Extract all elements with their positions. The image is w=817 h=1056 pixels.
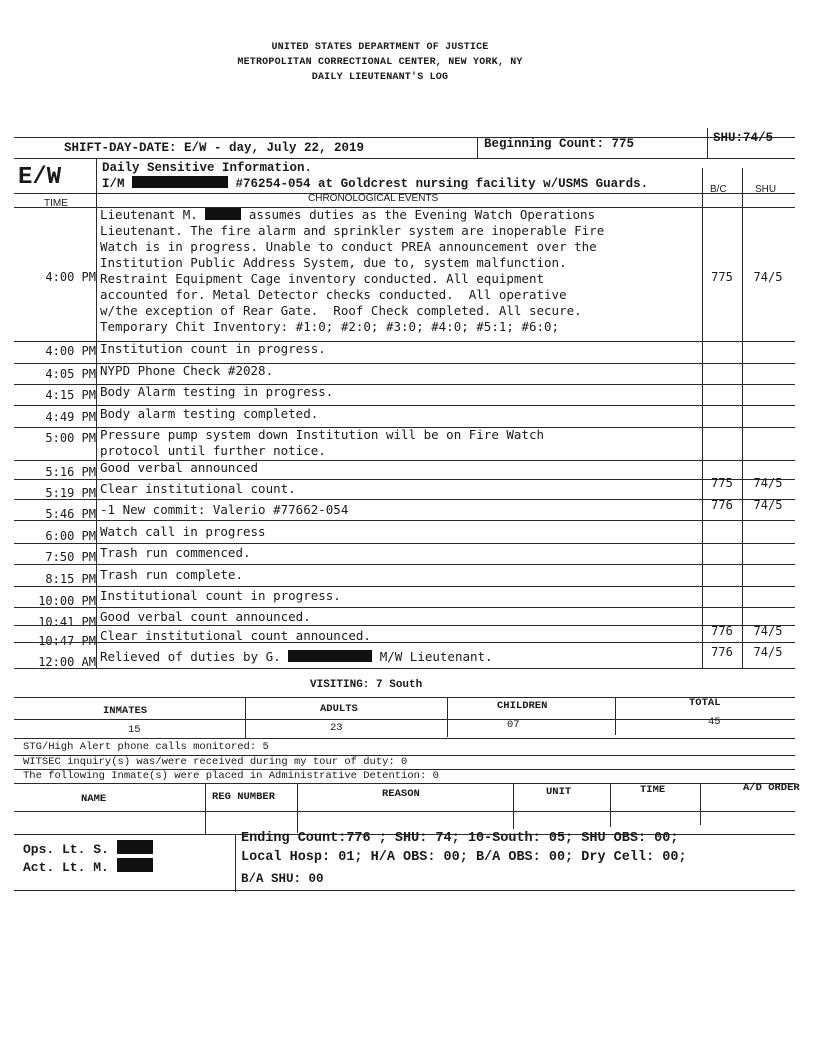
rule bbox=[14, 890, 795, 891]
divider bbox=[205, 783, 206, 835]
first-entry-text bbox=[100, 207, 604, 335]
entry-text: Institutional count in progress. bbox=[100, 588, 341, 603]
first-entry-line: w/the exception of Rear Gate. Roof Check completed. All secure. bbox=[100, 303, 582, 318]
entry-time: 10:41 PM bbox=[38, 615, 96, 629]
inmate-details: #76254-054 at Goldcrest nursing facility w/USMS Guards. bbox=[235, 177, 649, 191]
detention-unit-header: UNIT bbox=[546, 786, 572, 798]
entry-shu: 74/5 bbox=[753, 270, 783, 284]
witsec-note: WITSEC inquiry(s) was/were received during my tour of duty: 0 bbox=[23, 756, 408, 768]
entry-time: 10:47 PM bbox=[38, 634, 96, 648]
entry-text-prefix: Relieved of duties by G. bbox=[100, 649, 281, 664]
detention-reg-header: REG NUMBER bbox=[212, 791, 276, 803]
col-events: CHRONOLOGICAL EVENTS bbox=[308, 193, 439, 204]
entry-text: Good verbal count announced. bbox=[100, 609, 311, 624]
visiting-children-header: CHILDREN bbox=[497, 700, 548, 712]
entry-text: Trash run complete. bbox=[100, 567, 243, 582]
time-column-divider bbox=[96, 158, 97, 668]
rule bbox=[14, 738, 795, 739]
redaction-block bbox=[132, 176, 228, 188]
visiting-title: VISITING: 7 South bbox=[310, 679, 423, 691]
first-entry-line: Temporary Chit Inventory: #1:0; #2:0; #3:0; #4:0; #5:1; #6:0; bbox=[100, 319, 560, 334]
inmate-prefix: I/M bbox=[102, 177, 125, 191]
entry-text-line: protocol until further notice. bbox=[100, 443, 326, 458]
entry-text: Body Alarm testing in progress. bbox=[100, 384, 334, 399]
col-time: TIME bbox=[44, 198, 68, 209]
visiting-inmates-value: 15 bbox=[128, 724, 141, 736]
ops-lieutenant-label: Ops. Lt. S. bbox=[23, 842, 109, 857]
divider bbox=[700, 783, 701, 825]
col-bc: B/C bbox=[710, 184, 727, 195]
entry-time: 4:00 PM bbox=[45, 344, 96, 358]
redaction-block bbox=[288, 650, 372, 662]
rule bbox=[14, 520, 795, 521]
visiting-total-header: TOTAL bbox=[689, 697, 721, 709]
entry-time: 4:15 PM bbox=[45, 388, 96, 402]
act-lieutenant bbox=[23, 858, 153, 875]
visiting-total-value: 45 bbox=[708, 716, 721, 728]
entry-time: 7:50 PM bbox=[45, 550, 96, 564]
first-entry-prefix: Lieutenant M. bbox=[100, 207, 198, 222]
sensitive-title: Daily Sensitive Information. bbox=[102, 161, 313, 175]
entry-shu: 74/5 bbox=[753, 645, 783, 659]
detention-reason-header: REASON bbox=[382, 788, 420, 800]
entry-time: 8:15 PM bbox=[45, 572, 96, 586]
entry-text-line: Pressure pump system down Institution will be on Fire Watch bbox=[100, 427, 545, 442]
rule bbox=[14, 564, 795, 565]
entry-time: 5:19 PM bbox=[45, 486, 96, 500]
rule bbox=[14, 479, 795, 480]
detention-note: The following Inmate(s) were placed in Administrative Detention: 0 bbox=[23, 770, 439, 782]
redaction-block bbox=[117, 840, 153, 854]
divider bbox=[477, 137, 478, 159]
entry-time: 5:16 PM bbox=[45, 465, 96, 479]
entry-text: -1 New commit: Valerio #77662-054 bbox=[100, 502, 349, 517]
header-log-title: DAILY LIEUTENANT'S LOG bbox=[311, 72, 449, 83]
divider bbox=[245, 697, 246, 739]
entry-time: 12:00 AM bbox=[38, 655, 96, 669]
entry-time: 5:46 PM bbox=[45, 507, 96, 521]
entry-text: Body alarm testing completed. bbox=[100, 406, 319, 421]
entry-text: Watch call in progress bbox=[100, 524, 266, 539]
divider bbox=[297, 783, 298, 833]
rule bbox=[14, 783, 795, 784]
divider bbox=[707, 128, 708, 158]
first-entry-line: Institution Public Address System, due to, system malfunction. bbox=[100, 255, 567, 270]
visiting-children-value: 07 bbox=[507, 719, 520, 731]
rule bbox=[14, 719, 795, 720]
redaction-block bbox=[117, 858, 153, 872]
bc-column-divider bbox=[702, 168, 703, 668]
shift-day-date: SHIFT-DAY-DATE: E/W - day, July 22, 2019 bbox=[64, 141, 365, 155]
act-lieutenant-label: Act. Lt. M. bbox=[23, 860, 109, 875]
rule bbox=[14, 642, 795, 643]
divider bbox=[610, 783, 611, 827]
ending-count-line1: Ending Count:776 ; SHU: 74; 10-South: 05; SHU OBS: 00; bbox=[241, 831, 679, 846]
shu-column-divider bbox=[742, 168, 743, 668]
redaction-block bbox=[205, 208, 241, 220]
visiting-adults-header: ADULTS bbox=[320, 703, 358, 715]
detention-name-header: NAME bbox=[81, 793, 107, 805]
rule bbox=[14, 697, 795, 698]
shift-code: E/W bbox=[18, 164, 62, 191]
entry-text-rest: M/W Lieutenant. bbox=[379, 649, 493, 664]
entry-time: 6:00 PM bbox=[45, 529, 96, 543]
beginning-count: Beginning Count: 775 bbox=[484, 137, 635, 151]
entry-text: Clear institutional count announced. bbox=[100, 628, 371, 643]
entry-bc: 776 bbox=[711, 624, 733, 638]
document-header bbox=[0, 40, 760, 85]
entry-time: 5:00 PM bbox=[45, 431, 96, 445]
header-agency: UNITED STATES DEPARTMENT OF JUSTICE bbox=[271, 42, 489, 53]
entry-text bbox=[100, 649, 493, 665]
entry-shu: 74/5 bbox=[753, 476, 783, 490]
ending-count-line3: B/A SHU: 00 bbox=[241, 872, 324, 886]
rule bbox=[14, 625, 795, 626]
rule bbox=[14, 607, 795, 608]
entry-text bbox=[100, 427, 544, 459]
entry-time: 4:00 PM bbox=[45, 270, 96, 284]
ops-lieutenant bbox=[23, 840, 153, 857]
stg-note: STG/High Alert phone calls monitored: 5 bbox=[23, 741, 269, 753]
detention-time-header: TIME bbox=[640, 784, 666, 796]
entry-text: Good verbal announced bbox=[100, 460, 259, 475]
rule bbox=[14, 499, 795, 500]
sensitive-inmate-line bbox=[102, 176, 648, 191]
first-entry-line: Lieutenant. The fire alarm and sprinkler system are inoperable Fire bbox=[100, 223, 605, 238]
detention-ad-header: A/D ORDER bbox=[743, 782, 800, 794]
rule bbox=[14, 137, 795, 138]
ending-count-line2: Local Hosp: 01; H/A OBS: 00; B/A OBS: 00; Dry Cell: 00; bbox=[241, 850, 687, 865]
entry-time: 4:05 PM bbox=[45, 367, 96, 381]
entry-time: 10:00 PM bbox=[38, 594, 96, 608]
divider bbox=[513, 783, 514, 829]
entry-bc: 775 bbox=[711, 270, 733, 284]
rule bbox=[14, 811, 795, 812]
visiting-inmates-header: INMATES bbox=[103, 705, 148, 717]
entry-shu: 74/5 bbox=[753, 624, 783, 638]
entry-bc: 776 bbox=[711, 498, 733, 512]
entry-text: NYPD Phone Check #2028. bbox=[100, 363, 274, 378]
first-entry-line: accounted for. Metal Detector checks conducted. All operative bbox=[100, 287, 567, 302]
first-entry-line: Watch is in progress. Unable to conduct PREA announcement over the bbox=[100, 239, 597, 254]
divider bbox=[235, 834, 236, 892]
entry-bc: 776 bbox=[711, 645, 733, 659]
divider bbox=[447, 697, 448, 737]
entry-bc: 775 bbox=[711, 476, 733, 490]
rule bbox=[14, 668, 795, 669]
divider bbox=[615, 697, 616, 735]
shu-count: SHU:74/5 bbox=[713, 131, 774, 145]
entry-shu: 74/5 bbox=[753, 498, 783, 512]
visiting-adults-value: 23 bbox=[330, 722, 343, 734]
entry-text: Trash run commenced. bbox=[100, 545, 251, 560]
entry-time: 4:49 PM bbox=[45, 410, 96, 424]
rule bbox=[14, 158, 795, 159]
first-entry-line1: assumes duties as the Evening Watch Operations bbox=[248, 207, 596, 222]
first-entry-line: Restraint Equipment Cage inventory conducted. All equipment bbox=[100, 271, 545, 286]
header-facility: METROPOLITAN CORRECTIONAL CENTER, NEW YORK, NY bbox=[237, 57, 523, 68]
rule bbox=[14, 543, 795, 544]
entry-text: Institution count in progress. bbox=[100, 341, 326, 356]
entry-text: Clear institutional count. bbox=[100, 481, 296, 496]
rule bbox=[14, 586, 795, 587]
col-shu: SHU bbox=[755, 184, 777, 195]
